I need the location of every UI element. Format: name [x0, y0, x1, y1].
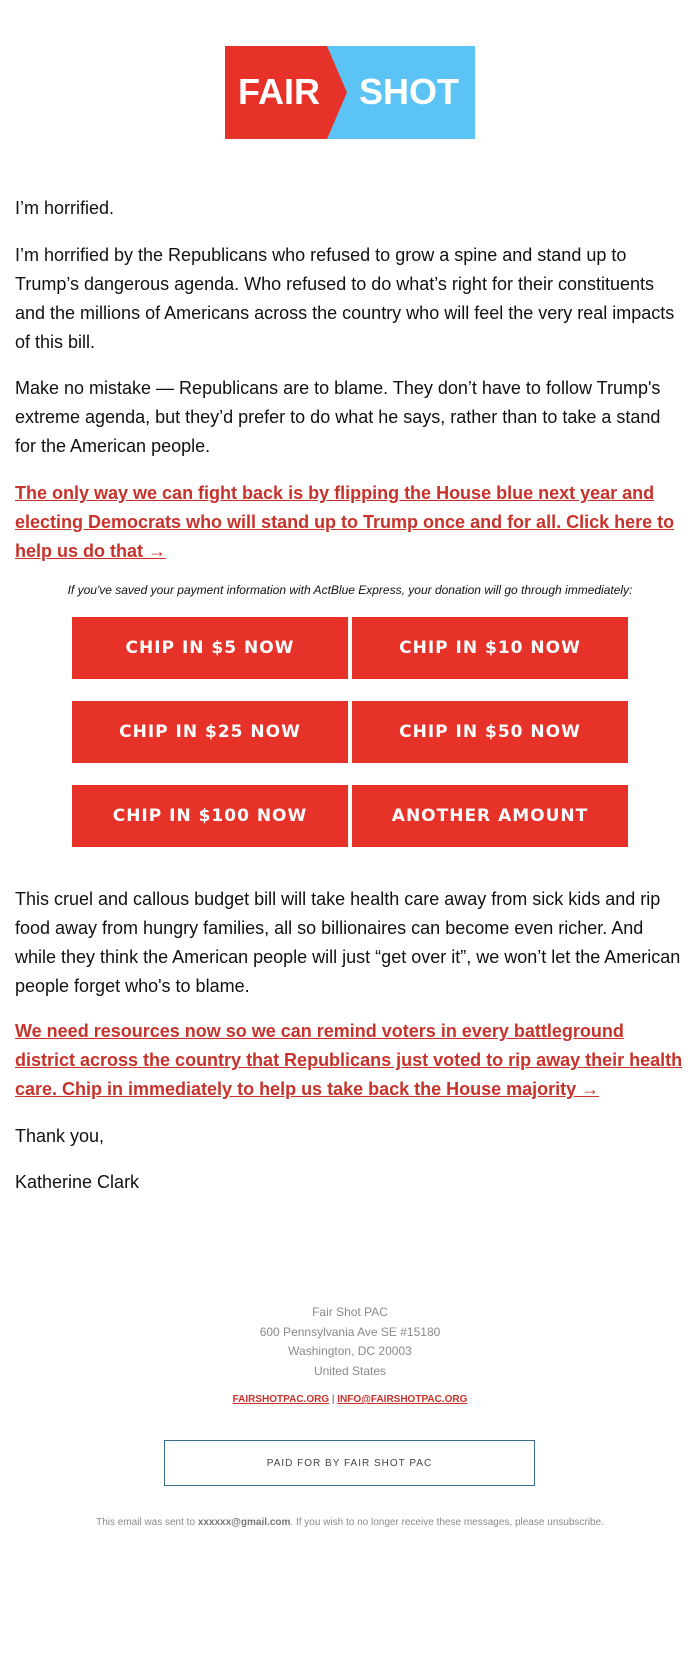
- chip-in-25-button[interactable]: CHIP IN $25 NOW: [72, 701, 348, 763]
- paragraph-text: I’m horrified by the Republicans who refused to grow a spine and stand up to Trump’s dangerous agenda. Who refused to do what’s right for their constituents and the millions of Americans across the country who will feel the very real impacts of this bill.: [15, 245, 675, 352]
- signature: [15, 1168, 685, 1197]
- chip-in-50-button[interactable]: CHIP IN $50 NOW: [352, 701, 628, 763]
- paid-for-text: PAID FOR BY FAIR SHOT PAC: [266, 1457, 433, 1469]
- footer-address: [0, 1303, 700, 1381]
- cta-link-flip-house[interactable]: The only way we can fight back is by flipping the House blue next year and electing Democrats who will stand up to Trump once and for all. Click here to help us do that →: [15, 483, 675, 561]
- cta-link-resources[interactable]: We need resources now so we can remind voters in every battleground district across the country that Republicans just voted to rip away their health care. Chip in immediately to help us take back the House majority →: [15, 1021, 683, 1099]
- footer-country: United States: [313, 1363, 387, 1378]
- paragraph-text: This cruel and callous budget bill will take health care away from sick kids and rip food away from hungry families, all so billionaires can become even richer. And while they think the American people will just “get over it”, we won’t let the American people forget who's to blame.: [15, 889, 681, 996]
- unsub-suffix: . If you wish to no longer receive these messages, please unsubscribe.: [290, 1517, 604, 1528]
- logo-left-text: FAIR: [237, 71, 321, 112]
- unsubscribe-note: [0, 1517, 700, 1528]
- footer-street: 600 Pennsylvania Ave SE #15180: [259, 1324, 441, 1339]
- footer-link-separator: |: [329, 1394, 338, 1405]
- footer-site-link[interactable]: FAIRSHOTPAC.ORG: [232, 1394, 330, 1405]
- actblue-express-note: If you've saved your payment information with ActBlue Express, your donation will go through immediately:: [67, 583, 633, 597]
- another-amount-button[interactable]: ANOTHER AMOUNT: [352, 785, 628, 847]
- chip-in-10-button[interactable]: CHIP IN $10 NOW: [352, 617, 628, 679]
- paid-for-disclaimer: [164, 1440, 535, 1486]
- footer-links: [0, 1394, 700, 1405]
- footer-city: Washington, DC 20003: [288, 1344, 412, 1358]
- paragraph-intro: [15, 194, 685, 223]
- paragraph-text: I’m horrified.: [15, 198, 115, 218]
- paragraph-blame: [15, 374, 685, 461]
- footer-email-link[interactable]: INFO@FAIRSHOTPAC.ORG: [337, 1394, 468, 1405]
- chip-in-5-button[interactable]: CHIP IN $5 NOW: [72, 617, 348, 679]
- signoff-text: Thank you,: [15, 1126, 105, 1146]
- paragraph-horrified: [15, 241, 685, 357]
- chip-in-100-button[interactable]: CHIP IN $100 NOW: [72, 785, 348, 847]
- fair-shot-logo: [225, 46, 475, 139]
- paragraph-budget-bill: [15, 885, 685, 1001]
- paragraph-text: Make no mistake — Republicans are to blame. They don’t have to follow Trump's extreme agenda, but they’d prefer to do what he says, rather than to take a stand for the American people.: [15, 378, 661, 456]
- footer-org: Fair Shot PAC: [312, 1305, 388, 1319]
- unsub-prefix: This email was sent to: [96, 1517, 198, 1528]
- signoff: [15, 1122, 685, 1151]
- signature-text: Katherine Clark: [15, 1172, 140, 1192]
- logo-right-text: SHOT: [358, 71, 460, 112]
- recipient-email: xxxxxx@gmail.com: [197, 1517, 291, 1528]
